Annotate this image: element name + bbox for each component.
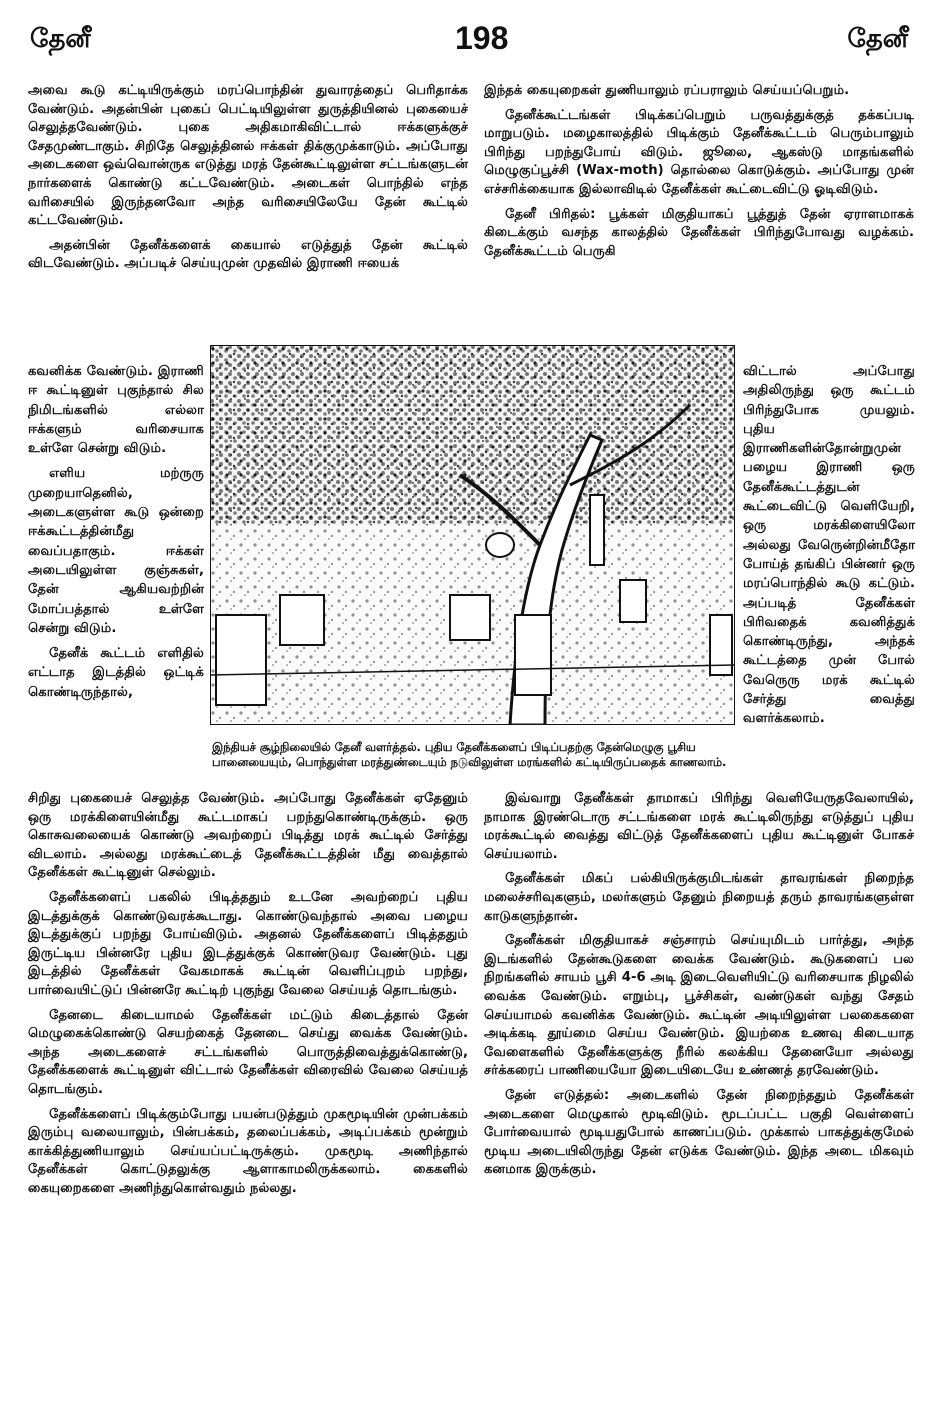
paragraph: கவனிக்க வேண்டும். இராணி ஈ கூட்டினுள் புகுந்தால் சில நிமிடங்களில் எல்லா ஈக்களும் வரிசையாக உள்ளே சென்று விடும். <box>28 364 204 457</box>
beekeeping-photo <box>210 345 735 725</box>
left-column-top <box>28 82 468 280</box>
paragraph: அவை கூடு கட்டியிருக்கும் மரப்பொந்தின் துவாரத்தைப் பெரிதாக்க வேண்டும். அதன்பின் புகைப் பெட்டியிலுள்ள துருத்தியினல் புகையைச் செலுத்தவேண்டும். புகை அதிகமாகிவிட்டால் ஈக்களுக்குச் சேதமுண்டாகும். சிறிதே செலுத்தினல் ஈக்கள் திக்குமுக்காடும். அப்போது அடைகளை ஒவ்வொன்ருக எடுத்து மரத் தேன்கூட்டிலுள்ள சட்டங்களுடன் நார்களைக் கொண்டு கட்டவேண்டும். அடைகள் பொந்தில் எந்த வரிசையில் இருந்தனவோ அந்த வரிசையிலேயே தேன் கூட்டில் கட்டவேண்டும். <box>28 83 468 229</box>
paragraph: அதன்பின் தேனீக்களைக் கையால் எடுத்துத் தேன் கூட்டில் விடவேண்டும். அப்படிச் செய்யுமுன் முதவில் இராணி ஈயைக் <box>28 237 468 272</box>
paragraph: எளிய மற்ருரு முறையாதெனில், அடைகளுள்ள கூடு ஒன்றை ஈக்கூட்டத்தின்மீது வைப்பதாகும். ஈக்கள் அடையிலுள்ள குஞ்சுகள், தேன் ஆகியவற்றின் மோப்பத்தால் உள்ளே சென்று விடும். <box>28 466 204 636</box>
section-heading-paragraph: தேனீ பிரிதல்: பூக்கள் மிகுதியாகப் பூத்துத் தேன் ஏராளமாகக் கிடைக்கும் வசந்த காலத்தில் தேனீக்கள் பிரிந்துபோவது வழக்கம். தேனீக்கூட்டம் பெருகி <box>484 206 914 259</box>
running-head-left: தேனீ <box>30 24 91 54</box>
left-column-wrap <box>28 362 204 708</box>
paragraph: சிறிது புகையைச் செலுத்த வேண்டும். அப்போது தேனீக்கள் ஏதேனும் ஒரு மரக்கிளையின்மீது கூட்டமாகப் பறந்துகொண்டிருக்கும். ஒரு கொசுவலையைக் கொண்டு அவற்றைப் பிடித்து மரக் கூட்டில் சேர்த்து விடலாம். அல்லது மரக்கூட்டைத் தேனீக்கூட்டத்தின் மீது வைத்தால் தேனீக்கள் கூட்டினுள் செல்லும். <box>28 791 468 881</box>
paragraph: தேனீக்கூட்டங்கள் பிடிக்கப்பெறும் பருவத்துக்குத் தக்கப்படி மாறுபடும். மழைகாலத்தில் பிடிக்கும் தேனீக்கூட்டம் பெரும்பாலும் பிரிந்து பறந்துபோய் விடும். ஜூலை, ஆகஸ்டு மாதங்களில் மெழுகுப்பூச்சி (Wax-moth) தொல்லை கொடுக்கும். அப்போது முன் எச்சரிக்கையாக இல்லாவிடில் தேனீக்கள் கூட்டைவிட்டு ஓடிவிடும். <box>484 107 914 197</box>
right-column-bottom <box>484 790 914 1186</box>
photo-illustration <box>210 345 735 725</box>
section-heading-paragraph: தேன் எடுத்தல்: அடைகளில் தேன் நிறைந்ததும் தேனீக்கள் அடைகளை மெழுகால் மூடிவிடும். மூடப்பட்ட பகுதி வெள்ளைப் போர்வையால் மூடியதுபோல் காணப்படும். முக்கால் பாகத்துக்குமேல் மூடிய அடையிலிருந்து தேன் எடுக்க வேண்டும். இந்த அடை மிகவும் கனமாக இருக்கும். <box>484 1087 914 1178</box>
page-number: 198 <box>455 20 509 56</box>
running-head-right: தேனீ <box>847 24 908 54</box>
paragraph: தேனீக்களைப் பிடிக்கும்போது பயன்படுத்தும் முகமூடியின் முன்பக்கம் இரும்பு வலையாலும், பின்பக்கம், தலைப்பக்கம், அடிப்பக்கம் மூன்றும் காக்கித்துணியாலும் செய்யப்பட்டிருக்கும். முகமூடி அணிந்தால் தேனீக்கள் கொட்டுதலுக்கு ஆளாகாமலிருக்கலாம். கைகளில் கையுறைகளை அணிந்துகொள்வதும் நல்லது. <box>28 1106 468 1196</box>
left-column-bottom <box>28 790 468 1204</box>
paragraph: விட்டால் அப்போது அதிலிருந்து ஒரு கூட்டம் பிரிந்துபோக முயலும். புதிய இராணிகளின்தோன்றுமுன் பழைய இராணி ஒரு தேனீக்கூட்டத்துடன் கூட்டைவிட்டு வெளியேறி, ஒரு மரக்கிளையிலோ அல்லது வேருென்றின்மீதோ போய்த் தங்கிப் பின்னர் ஒரு மரப்பொந்தில் கூடு கட்டும். அப்படித் தேனீக்கள் பிரிவதைக் கவனித்துக் கொண்டிருந்து, அந்தக் கூட்டத்தை முன் போல் வேருெரு மரக் கூட்டில் சேர்த்து வைத்து வளர்க்கலாம். <box>743 364 915 727</box>
right-column-wrap <box>743 362 915 735</box>
paragraph: தேனடை கிடையாமல் தேனீக்கள் மட்டும் கிடைத்தால் தேன் மெழுகைக்கொண்டு செயற்கைத் தேனடை செய்து வைக்க வேண்டும். அந்த அடைகளைச் சட்டங்களில் பொருத்திவைத்துக்கொண்டு, தேனீக்களைக் கூட்டினுள் விட்டால் தேனீக்கள் விரைவில் வேலை செய்யத் தொடங்கும். <box>28 1007 468 1097</box>
paragraph: இந்தக் கையுறைகள் துணியாலும் ரப்பராலும் செய்யப்பெறும். <box>484 83 850 98</box>
paragraph: இவ்வாறு தேனீக்கள் தாமாகப் பிரிந்து வெளியேருதவேலாயில், நாமாக இரண்டொரு சட்டங்களை மரக் கூட்டிலிருந்து எடுத்துப் புதிய மரக்கூட்டில் வைத்து விட்டுத் தேனீக்களைப் புதிய கூட்டினுள் போகச் செய்யலாம். <box>484 791 914 862</box>
paragraph: தேனீக்கள் மிகப் பல்கியிருக்குமிடங்கள் தாவரங்கள் நிறைந்த மலைச்சரிவுகளும், மலர்களும் தேனும் நிறையத் தரும் தாவரங்களுள்ள காடுகளுந்தான். <box>484 871 914 924</box>
paragraph: தேனீக்கள் மிகுதியாகச் சஞ்சாரம் செய்யுமிடம் பார்த்து, அந்த இடங்களில் தேன்கூடுகளை வைக்க வேண்டும். கூடுகளைப் பல நிறங்களில் சாயம் பூசி 4-6 அடி இடைவெளியிட்டு வரிசையாக நிழலில் வைக்க வேண்டும். எறும்பு, பூச்சிகள், வண்டுகள் வந்து சேதம் செய்யாமல் கவனிக்க வேண்டும். கூட்டின் அடியிலுள்ள பலகைகளை அடிக்கடி தூய்மை செய்ய வேண்டும். இயற்கை உணவு கிடையாத வேளைகளில் தேனீக்களுக்கு நீரில் கலக்கிய தேனையோ அல்லது சர்க்கரைப் பாணியையோ இடையிடையே உண்ணத் தரவேண்டும். <box>484 933 914 1079</box>
right-column-top <box>484 82 914 267</box>
figure-caption: இந்தியச் சூழ்நிலையில் தேனீ வளர்த்தல். புதிய தேனீக்களைப் பிடிப்பதற்கு தேன்மெழுகு பூசிய பானையையும், பொந்துள்ள மரத்துண்டையும் நடுவிலுள்ள மரங்களில் கட்டியிருப்பதைக் காணலாம். <box>212 740 727 769</box>
paragraph: தேனீக் கூட்டம் எளிதில் எட்டாத இடத்தில் ஒட்டிக் கொண்டிருந்தால், <box>28 646 204 700</box>
paragraph: தேனீக்களைப் பகலில் பிடித்ததும் உடனே அவற்றைப் புதிய இடத்துக்குக் கொண்டுவரக்கூடாது. கொண்டுவந்தால் அவை பழைய இடத்துக்குப் பறந்து போய்விடும். அதனல் தேனீக்களைப் பிடித்ததும் இருட்டிய பின்னரே புதிய இடத்துக்குக் கொண்டுவர வேண்டும். புது இடத்தில் தேனீக்கள் வேகமாகக் கூட்டின் வெளிப்புறம் பறந்து, பார்வையிட்டுப் பின்னரே கூட்டிற் புகுந்து வேலை செய்யத் தொடங்கும். <box>28 889 468 998</box>
